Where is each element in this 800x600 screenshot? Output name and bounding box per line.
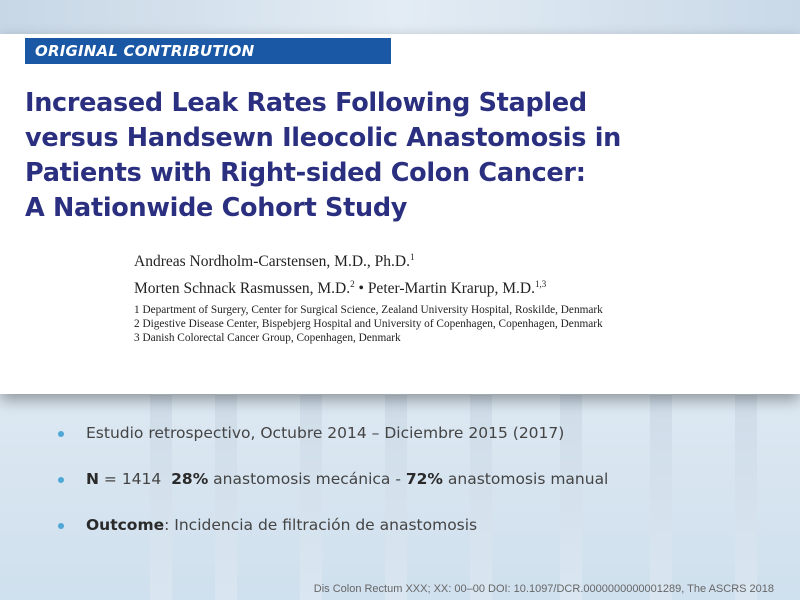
bullet-dot-icon <box>58 431 64 437</box>
author-separator: • <box>354 280 368 297</box>
article-title <box>25 86 725 226</box>
author-list <box>134 246 546 300</box>
author-name: Morten Schnack Rasmussen, M.D. <box>134 280 351 297</box>
article-type-banner: ORIGINAL CONTRIBUTION <box>25 38 391 64</box>
author-name: Andreas Nordholm-Carstensen, M.D., Ph.D. <box>134 253 410 270</box>
sample-size-value: = 1414 <box>98 470 172 488</box>
bullet-text <box>86 516 477 534</box>
title-line: A Nationwide Cohort Study <box>25 193 408 223</box>
affiliation-item: 2 Digestive Disease Center, Bispebjerg Hospital and University of Copenhagen, Copenhagen, Denmark <box>134 317 603 330</box>
title-line: versus Handsewn Ileocolic Anastomosis in <box>25 123 621 153</box>
author-affiliation-ref: 2 <box>350 279 355 289</box>
bullet-dot-icon <box>58 523 64 529</box>
outcome-text: : Incidencia de filtración de anastomosis <box>164 516 478 534</box>
citation-footer: Dis Colon Rectum XXX; XX: 00–00 DOI: 10.1097/DCR.0000000000001289, The ASCRS 2018 <box>313 583 774 595</box>
title-line: Increased Leak Rates Following Stapled <box>25 88 587 118</box>
author-line <box>134 246 546 273</box>
affiliation-item: 3 Danish Colorectal Cancer Group, Copenhagen, Denmark <box>134 331 401 344</box>
sample-size-label: N <box>86 470 99 488</box>
author-affiliation-ref: 1,3 <box>534 279 547 289</box>
title-line: Patients with Right-sided Colon Cancer: <box>25 158 586 188</box>
bullet-text: Estudio retrospectivo, Octubre 2014 – Diciembre 2015 (2017) <box>86 424 565 442</box>
bullet-item-study-design <box>58 424 608 470</box>
author-name: Peter-Martin Krarup, M.D. <box>367 280 535 297</box>
outcome-label: Outcome <box>86 516 165 534</box>
handsewn-label: anastomosis manual <box>442 470 609 488</box>
bullet-list <box>58 424 608 562</box>
stapled-label: anastomosis mecánica - <box>208 470 406 488</box>
author-line <box>134 273 546 300</box>
bullet-item-outcome <box>58 516 608 562</box>
bullet-text <box>86 470 608 488</box>
stapled-percent: 28% <box>171 470 209 488</box>
handsewn-percent: 72% <box>405 470 443 488</box>
bullet-item-sample <box>58 470 608 516</box>
bullet-dot-icon <box>58 477 64 483</box>
background-top-band <box>0 0 800 36</box>
affiliation-list <box>134 304 603 345</box>
author-affiliation-ref: 1 <box>409 252 415 262</box>
affiliation-item: 1 Department of Surgery, Center for Surgical Science, Zealand University Hospital, Roskilde, Denmark <box>134 304 603 316</box>
